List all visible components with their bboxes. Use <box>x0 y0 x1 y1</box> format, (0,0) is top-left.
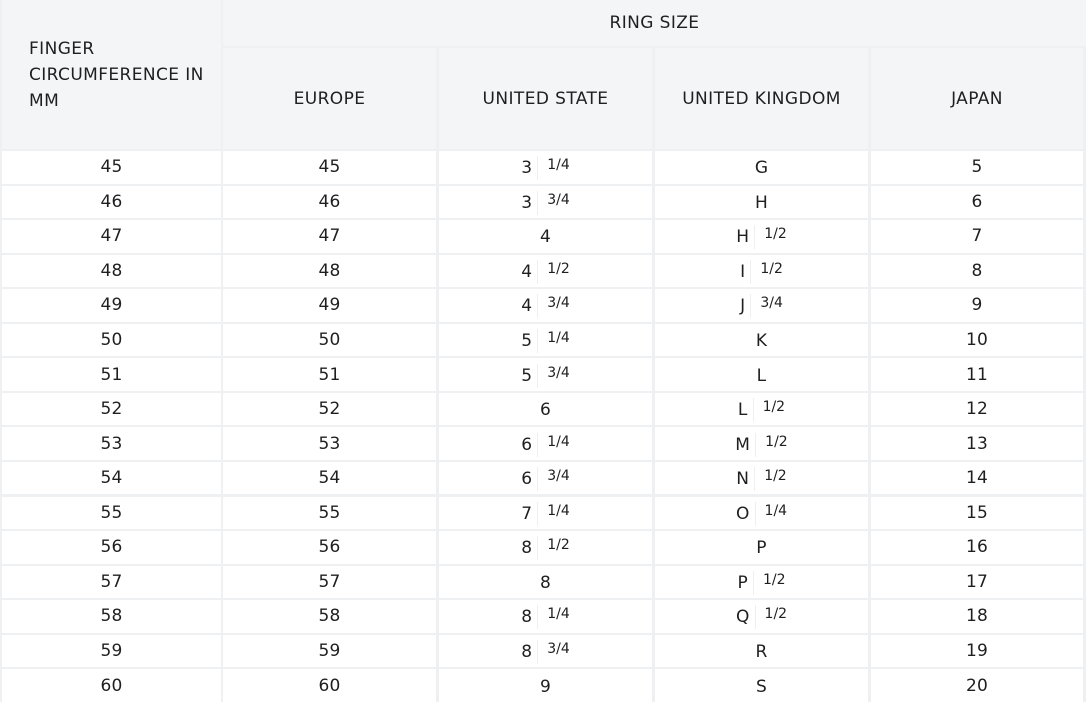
united-kingdom-letter-size: H <box>736 227 750 248</box>
united-kingdom-size <box>756 538 766 558</box>
united-state-cell <box>439 289 652 322</box>
united-kingdom-letter-size: K <box>755 331 768 352</box>
japan-cell: 9 <box>871 289 1083 322</box>
europe-cell: 57 <box>223 566 436 599</box>
united-state-whole-size: 6 <box>539 400 552 421</box>
united-kingdom-letter-size: P <box>737 572 748 593</box>
united-state-whole-size: 5 <box>521 331 533 352</box>
united-state-cell <box>439 358 652 391</box>
united-state-cell <box>439 497 652 530</box>
united-kingdom-cell <box>655 255 868 288</box>
fraction-separator <box>538 640 539 664</box>
europe-cell: 46 <box>223 186 436 219</box>
united-state-size <box>521 191 570 215</box>
united-state-fraction: 3/4 <box>547 468 570 485</box>
united-kingdom-letter-size: N <box>736 469 750 490</box>
united-kingdom-letter-size: P <box>756 538 767 559</box>
united-state-header: UNITED STATE <box>439 48 652 149</box>
japan-header: JAPAN <box>871 48 1083 149</box>
europe-cell: 50 <box>223 324 436 357</box>
japan-cell: 17 <box>871 566 1083 599</box>
united-state-size <box>540 400 551 420</box>
united-state-size <box>540 227 551 247</box>
united-state-cell <box>439 186 652 219</box>
united-state-cell <box>439 151 652 184</box>
japan-cell: 12 <box>871 393 1083 426</box>
united-kingdom-letter-size: M <box>735 434 751 455</box>
europe-cell: 47 <box>223 220 436 253</box>
united-kingdom-cell <box>655 531 868 564</box>
united-state-size <box>521 260 570 284</box>
united-kingdom-fraction: 1/2 <box>764 468 787 485</box>
united-kingdom-letter-size: S <box>756 676 767 697</box>
europe-cell: 56 <box>223 531 436 564</box>
united-state-size <box>521 502 570 526</box>
united-kingdom-cell <box>655 566 868 599</box>
united-state-cell <box>439 600 652 633</box>
united-kingdom-size <box>756 677 767 697</box>
united-state-size <box>521 605 570 629</box>
finger-circumference-cell: 47 <box>2 220 221 253</box>
united-kingdom-cell <box>655 358 868 391</box>
united-kingdom-cell <box>655 669 868 702</box>
europe-cell: 48 <box>223 255 436 288</box>
japan-cell: 16 <box>871 531 1083 564</box>
united-kingdom-fraction: 1/2 <box>764 226 787 243</box>
united-kingdom-cell <box>655 635 868 668</box>
united-state-cell <box>439 462 652 495</box>
japan-cell: 15 <box>871 497 1083 530</box>
united-state-fraction: 1/2 <box>547 260 570 277</box>
united-kingdom-letter-size: J <box>740 296 746 317</box>
united-kingdom-size <box>735 433 787 457</box>
united-state-whole-size: 8 <box>521 641 533 662</box>
united-kingdom-size <box>755 158 768 178</box>
fraction-separator <box>538 260 539 284</box>
united-kingdom-cell <box>655 289 868 322</box>
finger-circumference-cell: 59 <box>2 635 221 668</box>
fraction-separator <box>538 329 539 353</box>
fraction-separator <box>538 536 539 560</box>
united-kingdom-letter-size: I <box>740 261 746 282</box>
finger-circumference-cell: 49 <box>2 289 221 322</box>
finger-circumference-cell: 52 <box>2 393 221 426</box>
fraction-separator <box>756 502 757 526</box>
finger-circumference-header: FINGER CIRCUMFERENCE IN MM <box>2 0 221 149</box>
united-state-size <box>521 294 570 318</box>
united-state-cell <box>439 531 652 564</box>
united-kingdom-cell <box>655 186 868 219</box>
united-kingdom-cell <box>655 497 868 530</box>
japan-cell: 13 <box>871 427 1083 460</box>
united-kingdom-size <box>755 642 767 662</box>
japan-cell: 14 <box>871 462 1083 495</box>
united-kingdom-size <box>757 366 767 386</box>
japan-cell: 8 <box>871 255 1083 288</box>
fraction-separator <box>538 294 539 318</box>
ring-size-header: RING SIZE <box>223 0 1086 46</box>
europe-cell: 52 <box>223 393 436 426</box>
united-state-fraction: 3/4 <box>547 191 570 208</box>
united-kingdom-letter-size: R <box>755 641 768 662</box>
united-state-whole-size: 8 <box>521 538 533 559</box>
united-state-cell <box>439 393 652 426</box>
finger-circumference-cell: 57 <box>2 566 221 599</box>
united-kingdom-letter-size: H <box>755 192 768 213</box>
united-state-size <box>540 677 551 697</box>
united-state-whole-size: 4 <box>521 296 533 317</box>
united-state-cell <box>439 255 652 288</box>
fraction-separator <box>538 364 539 388</box>
europe-cell: 45 <box>223 151 436 184</box>
united-kingdom-cell <box>655 220 868 253</box>
europe-cell: 49 <box>223 289 436 322</box>
united-state-whole-size: 3 <box>521 158 533 179</box>
united-state-size <box>521 433 570 457</box>
finger-circumference-cell: 56 <box>2 531 221 564</box>
united-kingdom-size <box>736 225 787 249</box>
europe-cell: 58 <box>223 600 436 633</box>
united-kingdom-fraction: 1/2 <box>765 433 788 450</box>
finger-circumference-cell: 54 <box>2 462 221 495</box>
europe-cell: 60 <box>223 669 436 702</box>
united-state-fraction: 1/4 <box>547 330 570 347</box>
united-state-size <box>521 156 570 180</box>
united-state-fraction: 1/2 <box>547 537 570 554</box>
united-kingdom-fraction: 1/2 <box>760 260 783 277</box>
fraction-separator <box>755 225 756 249</box>
finger-circumference-cell: 53 <box>2 427 221 460</box>
united-state-whole-size: 9 <box>539 676 552 697</box>
united-state-cell <box>439 566 652 599</box>
united-kingdom-fraction: 1/2 <box>762 571 786 588</box>
united-state-fraction: 1/4 <box>547 157 570 174</box>
united-state-size <box>521 329 570 353</box>
fraction-separator <box>538 502 539 526</box>
europe-cell: 53 <box>223 427 436 460</box>
fraction-separator <box>538 156 539 180</box>
europe-header: EUROPE <box>223 48 436 149</box>
united-state-size <box>521 467 570 491</box>
united-state-fraction: 3/4 <box>547 295 570 312</box>
united-state-whole-size: 6 <box>521 469 533 490</box>
united-kingdom-cell <box>655 427 868 460</box>
united-kingdom-fraction: 1/2 <box>762 399 786 416</box>
united-kingdom-size <box>738 571 786 595</box>
united-state-cell <box>439 324 652 357</box>
united-kingdom-fraction: 3/4 <box>760 295 783 312</box>
united-state-cell <box>439 669 652 702</box>
united-kingdom-cell <box>655 600 868 633</box>
united-kingdom-header: UNITED KINGDOM <box>655 48 868 149</box>
japan-cell: 18 <box>871 600 1083 633</box>
united-kingdom-cell <box>655 393 868 426</box>
fraction-separator <box>755 467 756 491</box>
united-kingdom-size <box>738 398 785 422</box>
united-kingdom-letter-size: O <box>735 503 750 524</box>
united-kingdom-size <box>755 193 768 213</box>
japan-cell: 7 <box>871 220 1083 253</box>
europe-cell: 55 <box>223 497 436 530</box>
united-kingdom-size <box>736 467 786 491</box>
united-state-fraction: 3/4 <box>547 364 570 381</box>
united-state-whole-size: 6 <box>521 434 533 455</box>
japan-cell: 6 <box>871 186 1083 219</box>
fraction-separator <box>538 433 539 457</box>
united-state-cell <box>439 635 652 668</box>
united-state-whole-size: 8 <box>521 607 533 628</box>
fraction-separator <box>754 571 755 595</box>
fraction-separator <box>756 605 757 629</box>
united-kingdom-size <box>736 502 787 526</box>
united-state-whole-size: 7 <box>521 503 533 524</box>
united-kingdom-cell <box>655 324 868 357</box>
fraction-separator <box>751 260 752 284</box>
japan-cell: 5 <box>871 151 1083 184</box>
europe-cell: 54 <box>223 462 436 495</box>
united-state-cell <box>439 427 652 460</box>
finger-circumference-cell: 51 <box>2 358 221 391</box>
united-state-cell <box>439 220 652 253</box>
united-state-whole-size: 4 <box>521 261 533 282</box>
united-state-size <box>521 364 570 388</box>
finger-circumference-cell: 50 <box>2 324 221 357</box>
united-state-fraction: 3/4 <box>547 640 570 657</box>
united-state-whole-size: 3 <box>521 192 533 213</box>
japan-cell: 20 <box>871 669 1083 702</box>
finger-circumference-cell: 48 <box>2 255 221 288</box>
united-kingdom-size <box>756 331 767 351</box>
united-kingdom-cell <box>655 462 868 495</box>
finger-circumference-cell: 60 <box>2 669 221 702</box>
japan-cell: 10 <box>871 324 1083 357</box>
fraction-separator <box>538 191 539 215</box>
united-kingdom-letter-size: Q <box>735 607 750 628</box>
united-state-whole-size: 5 <box>521 365 533 386</box>
united-state-whole-size: 4 <box>539 227 552 248</box>
fraction-separator <box>538 605 539 629</box>
united-state-size <box>521 536 570 560</box>
united-kingdom-letter-size: L <box>737 400 748 421</box>
finger-circumference-cell: 45 <box>2 151 221 184</box>
united-state-whole-size: 8 <box>539 572 552 593</box>
europe-cell: 51 <box>223 358 436 391</box>
united-state-fraction: 1/4 <box>547 606 570 623</box>
united-kingdom-cell <box>655 151 868 184</box>
united-kingdom-size <box>740 260 783 284</box>
finger-circumference-cell: 46 <box>2 186 221 219</box>
fraction-separator <box>756 433 757 457</box>
japan-cell: 11 <box>871 358 1083 391</box>
united-state-fraction: 1/4 <box>547 502 570 519</box>
japan-cell: 19 <box>871 635 1083 668</box>
united-kingdom-size <box>740 294 783 318</box>
united-kingdom-size <box>736 605 787 629</box>
united-kingdom-letter-size: G <box>754 158 769 179</box>
united-kingdom-letter-size: L <box>756 365 767 386</box>
finger-circumference-cell: 55 <box>2 497 221 530</box>
fraction-separator <box>754 398 755 422</box>
united-state-size <box>540 573 551 593</box>
united-kingdom-fraction: 1/2 <box>764 606 788 623</box>
europe-cell: 59 <box>223 635 436 668</box>
united-state-size <box>521 640 570 664</box>
fraction-separator <box>538 467 539 491</box>
united-state-fraction: 1/4 <box>547 433 570 450</box>
fraction-separator <box>751 294 752 318</box>
united-kingdom-fraction: 1/4 <box>764 502 788 519</box>
finger-circumference-cell: 58 <box>2 600 221 633</box>
